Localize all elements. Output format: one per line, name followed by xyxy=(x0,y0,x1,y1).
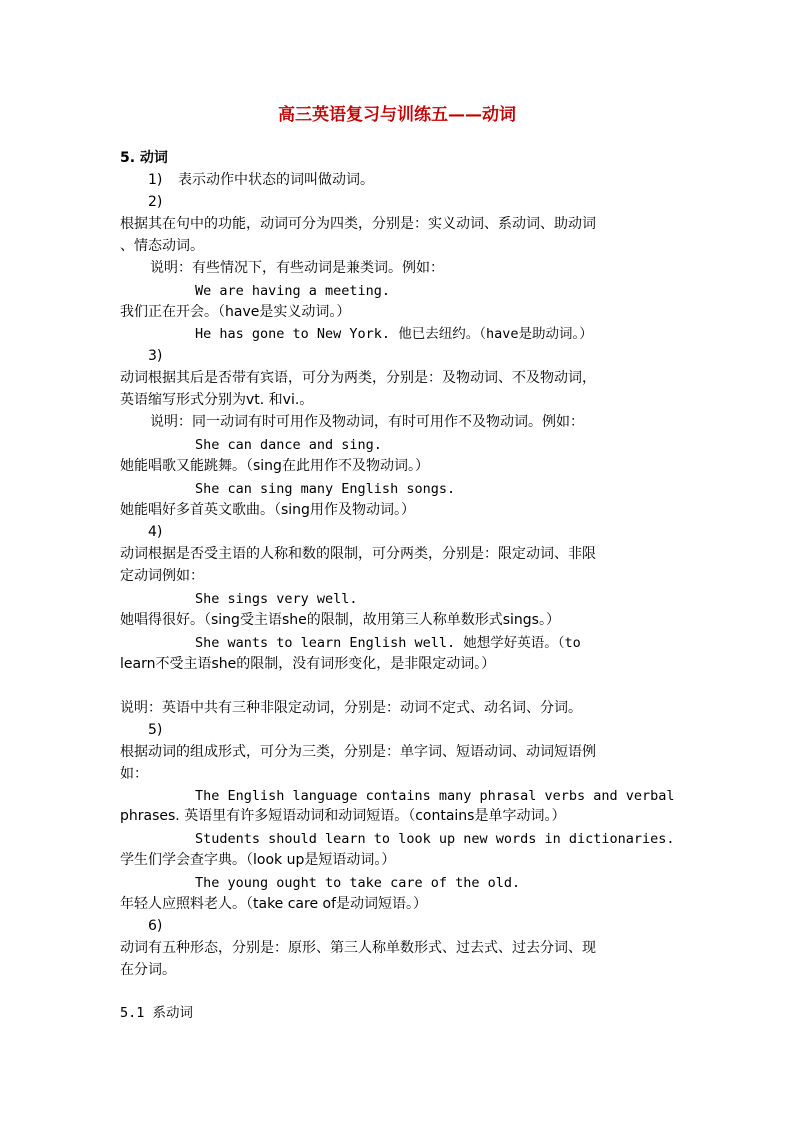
example-sentence: The young ought to take care of the old. xyxy=(195,875,521,891)
example-translation: 年轻人应照料老人。（take care of是动词短语。） xyxy=(120,896,428,912)
example-sentence: She can sing many English songs. xyxy=(195,481,456,497)
example-translation: 她唱得很好。（sing受主语she的限制，故用第三人称单数形式sings。） xyxy=(120,612,560,628)
item-number: 6) xyxy=(148,918,163,934)
example-sentence: She can dance and sing. xyxy=(195,437,382,453)
item-number: 3) xyxy=(148,348,163,364)
example-sentence: He has gone to New York. 他已去纽约。（have是助动词。） xyxy=(195,326,593,342)
item-number: 4) xyxy=(148,524,163,540)
note-text: 说明：同一动词有时可用作及物动词，有时可用作不及物动词。例如： xyxy=(150,414,584,430)
paragraph-text: 如： xyxy=(120,766,148,782)
example-sentence: Students should learn to look up new words in dictionaries. xyxy=(195,831,675,847)
note-text: 说明：英语中共有三种非限定动词，分别是：动词不定式、动名词、分词。 xyxy=(120,700,582,716)
document-title: 高三英语复习与训练五——动词 xyxy=(278,105,516,125)
example-sentence: She sings very well. xyxy=(195,591,358,607)
example-translation: 她能唱歌又能跳舞。（sing在此用作不及物动词。） xyxy=(120,458,429,474)
example-sentence: She wants to learn English well. 她想学好英语。（to xyxy=(195,635,581,651)
paragraph-text: 动词根据是否受主语的人称和数的限制，可分两类，分别是：限定动词、非限 xyxy=(120,546,596,562)
item-number: 1) xyxy=(148,172,163,188)
example-translation: 她能唱好多首英文歌曲。（sing用作及物动词。） xyxy=(120,502,415,518)
item-number: 2) xyxy=(148,194,163,210)
example-sentence: The English language contains many phrasal verbs and verbal xyxy=(195,788,675,804)
example-translation: learn不受主语she的限制，没有词形变化，是非限定动词。） xyxy=(120,656,496,672)
paragraph-text: 根据其在句中的功能，动词可分为四类，分别是：实义动词、系动词、助动词 xyxy=(120,216,596,232)
paragraph-text: 表示动作中状态的词叫做动词。 xyxy=(178,172,374,188)
note-text: 说明：有些情况下，有些动词是兼类词。例如： xyxy=(150,260,444,276)
paragraph-text: 动词根据其后是否带有宾语，可分为两类，分别是：及物动词、不及物动词， xyxy=(120,370,596,386)
paragraph-text: 动词有五种形态，分别是：原形、第三人称单数形式、过去式、过去分词、现 xyxy=(120,940,596,956)
subsection-heading: 5.1 系动词 xyxy=(120,1005,194,1021)
example-translation: phrases. 英语里有许多短语动词和动词短语。（contains是单字动词。） xyxy=(120,808,566,824)
paragraph-text: 根据动词的组成形式，可分为三类，分别是：单字词、短语动词、动词短语例 xyxy=(120,744,596,760)
example-translation: 学生们学会查字典。（look up是短语动词。） xyxy=(120,852,396,868)
paragraph-text: 、情态动词。 xyxy=(120,238,204,254)
paragraph-text: 英语缩写形式分别为vt. 和vi.。 xyxy=(120,392,314,408)
example-translation: 我们正在开会。（have是实义动词。） xyxy=(120,304,351,320)
example-sentence: We are having a meeting. xyxy=(195,283,391,299)
item-number: 5) xyxy=(148,722,163,738)
paragraph-text: 定动词例如： xyxy=(120,568,204,584)
section-heading: 5. 动词 xyxy=(120,150,168,166)
paragraph-text: 在分词。 xyxy=(120,962,176,978)
